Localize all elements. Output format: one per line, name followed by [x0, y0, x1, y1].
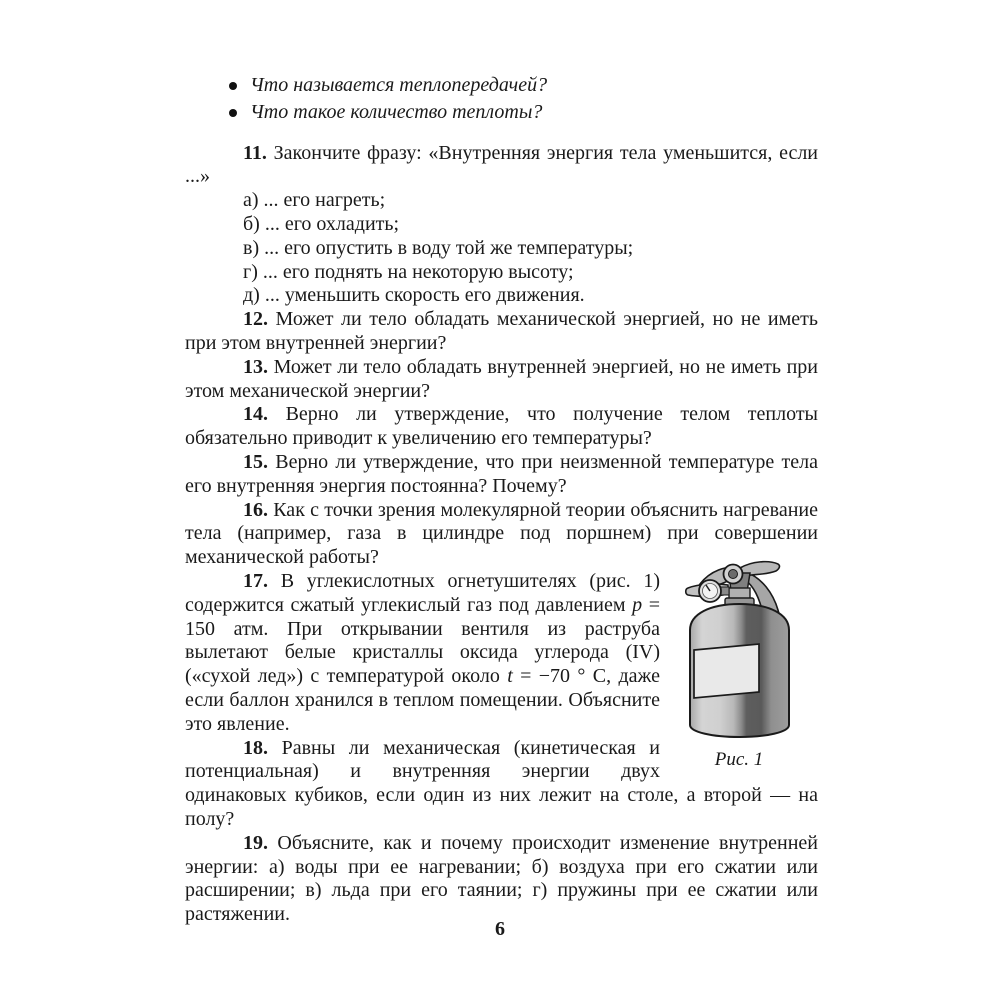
page-number: 6 — [495, 918, 505, 940]
fire-extinguisher-illustration — [682, 558, 797, 740]
question-11 — [185, 142, 818, 190]
question-text: Может ли тело обладать механической энергией, но не иметь при этом внутренней энергии? — [185, 308, 818, 354]
question-15 — [185, 451, 818, 499]
question-number: 13. — [243, 355, 268, 378]
bullet-icon — [229, 82, 237, 90]
question-text: Объясните, как и почему происходит изменение внутренней энергии: а) воды при ее нагревании; б) воздуха при его сжатии или расширении; в) льда при его таянии; г) пружины при ее сжатии или растяжении. — [185, 831, 819, 926]
intro-question-text: Что такое количество теплоты? — [250, 100, 543, 123]
question-number: 19. — [243, 831, 268, 854]
intro-question — [185, 101, 818, 125]
temperature-variable: t — [507, 665, 513, 688]
question-text: = 150 атм. При открывании вентиля из раструба вылетают белые кристаллы оксида углерода (IV) («сухой лед») с температурой около — [185, 593, 661, 688]
intro-question — [185, 74, 818, 98]
question-text: Равны ли механическая (кинетическая и потенциальная) и внутренняя энергии двух одинаковых кубиков, если один из них лежит на столе, а второй — на полу? — [185, 736, 818, 830]
question-text: Может ли тело обладать внутренней энергией, но не иметь при этом механической энергии? — [185, 355, 818, 402]
question-13 — [185, 356, 818, 404]
intro-question-text: Что называется теплопередачей? — [250, 74, 548, 96]
question-number: 18. — [243, 736, 268, 759]
question-text: Верно ли утверждение, что получение телом теплоты обязательно приводит к увеличению его температуры? — [185, 403, 818, 450]
question-11-option-g: г) ... его поднять на некоторую высоту; — [243, 260, 574, 283]
question-19 — [185, 832, 818, 927]
pressure-variable: p — [632, 593, 643, 616]
question-11-option-d: д) ... уменьшить скорость его движения. — [243, 284, 585, 307]
question-number: 15. — [243, 450, 268, 473]
question-11-option-v: в) ... его опустить в воду той же температуры; — [243, 236, 634, 259]
question-14 — [185, 403, 818, 451]
question-text: Верно ли утверждение, что при неизменной температуре тела его внутренняя энергия постоянна? Почему? — [185, 450, 819, 497]
question-number: 11. — [243, 141, 267, 164]
question-text: Как с точки зрения молекулярной теории объяснить нагревание тела (например, газа в цилиндре под поршнем) при совершении механической работы? — [185, 498, 818, 569]
question-11-option-a: а) ... его нагреть; — [243, 189, 386, 212]
question-number: 16. — [243, 498, 268, 521]
question-text: В углекислотных огнетушителях (рис. 1) содержится сжатый углекислый газ под давлением — [185, 569, 660, 616]
question-number: 12. — [243, 308, 268, 331]
question-11-option-b: б) ... его охладить; — [243, 212, 400, 235]
intro-question-list — [185, 74, 818, 125]
question-number: 14. — [243, 403, 268, 426]
question-number: 17. — [243, 569, 268, 592]
question-text: = −70 ° С, даже если баллон хранился в теплом помещении. Объясните это явление. — [185, 665, 660, 735]
question-text: Закончите фразу: «Внутренняя энергия тела уменьшится, если ...» — [185, 141, 819, 188]
question-12 — [185, 308, 818, 356]
figure-caption: Рис. 1 — [714, 748, 764, 770]
bullet-icon — [229, 109, 237, 117]
figure-1 — [660, 558, 818, 770]
page-content — [185, 74, 818, 927]
